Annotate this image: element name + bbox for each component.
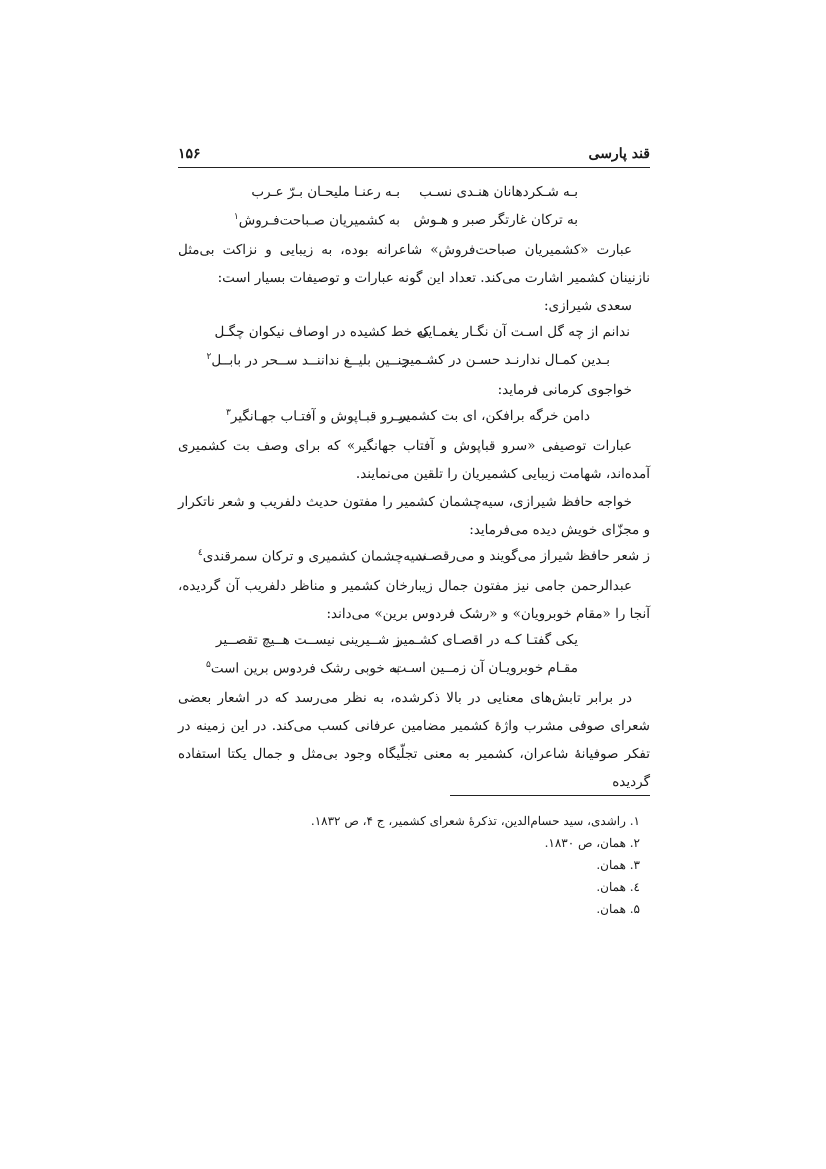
hemistich: یکی گفتـا کـه در اقصـای کشـمیر <box>396 632 578 648</box>
footnotes <box>178 810 650 920</box>
footnote-ref: ۵ <box>205 660 211 670</box>
hemistich: سیه‌چشمان کشمیری و ترکان سمرقندی$^٤$ <box>197 548 426 565</box>
hemistich: مقـام خوبرویـان آن زمــین اسـت <box>393 660 578 676</box>
couplet-1 <box>178 180 650 208</box>
paragraph: عبارت «کشمیریان صباحت‌فروش» شاعرانه بوده، به زیبایی و نزاکت بی‌مثل نازنینان کشمیر اشارت می‌کند. تعداد این گونه عبارات و توصیفات بسیار است: <box>178 242 650 286</box>
footnote: ۱. راشدی، سید حسام‌الدین، تذکرهٔ شعرای کشمیر، ج ۴، ص ۱۸۳۲. <box>310 814 640 828</box>
footnote-ref: ۱ <box>233 212 239 222</box>
couplet-2 <box>178 208 650 236</box>
couplet-3 <box>178 320 650 348</box>
couplet-6 <box>178 544 650 572</box>
hemistich: بـه شـکردهانان هنـدی نسـب <box>419 184 578 200</box>
couplet-7 <box>178 628 650 656</box>
poet-label: خواجوی کرمانی فرماید: <box>497 382 632 398</box>
couplet-4 <box>178 348 650 376</box>
paragraph: عبدالرحمن جامی نیز مفتون جمال زیبارخان کشمیر و مناظر دلفریب آن گردیده، آنجا را «مقام خوبرویان» و «رشک فردوس برین» می‌داند: <box>178 578 650 622</box>
hemistich: چنــین بلیــغ نداننــد ســحر در بابــل$^۲$ <box>206 352 410 369</box>
paragraph: عبارات توصیفی «سرو قباپوش و آفتاب جهانگیر» که برای وصف بت کشمیری آمده‌اند، شهامت زیبایی کشمیریان را تلقین می‌نمایند. <box>178 438 650 482</box>
couplet-8 <box>178 656 650 684</box>
paragraph: در برابر تابش‌های معنایی در بالا ذکرشده، به نظر می‌رسد که در اشعار بعضی شعرای صوفی مشرب واژهٔ کشمیر مضامین عرفانی کسب می‌کند. در این زمینه در تفکر صوفیانهٔ شاعران، کشمیر به معنی تجلّیگاه وجود بی‌مثل و جمال یکتا استفاده گردیده <box>178 690 650 790</box>
hemistich: دامن خرگه برافکن، ای بت کشمیر <box>399 408 590 424</box>
poet-label: سعدی شیرازی: <box>544 298 632 314</box>
body-text <box>178 180 650 796</box>
footnote-ref: ۲ <box>206 352 212 362</box>
page-number: ۱۵۶ <box>178 146 201 162</box>
hemistich: به ترکان غارتگر صبر و هـوش <box>413 212 578 228</box>
hemistich: به کشمیریان صـباحت‌فـروش$^۱$ <box>233 212 400 229</box>
hemistich: که خط کشیده در اوصاف نیکوان چگـل <box>214 324 430 340</box>
hemistich: سـرو قبـاپوش و آفتـاب جهـانگیر$^۳$ <box>226 408 410 425</box>
hemistich: ندانم از چه گل اسـت آن نگـار یغمـایی <box>417 324 630 340</box>
paragraph: خواجه حافظ شیرازی، سیه‌چشمان کشمیر را مفتون حدیث دلفریب و شعر ناتکرار و مجزّای خویش دیده می‌فرماید: <box>178 494 650 538</box>
hemistich: ز شــیرینی نیســت هــیچ تقصــیر <box>215 632 400 648</box>
footnote: ۵. همان. <box>596 902 640 916</box>
footnote-ref: ٤ <box>197 548 203 558</box>
couplet-5 <box>178 404 650 432</box>
hemistich: به خوبی رشک فردوس برین است$^۵$ <box>205 660 400 677</box>
header-rule <box>178 167 650 168</box>
hemistich: بـه رعنـا ملیحـان بـرّ عـرب <box>251 184 400 200</box>
footnote-rule <box>450 795 650 796</box>
hemistich: ز شعر حافظ شیراز می‌گویند و می‌رقصـند <box>416 548 650 564</box>
running-header <box>178 142 650 168</box>
footnote: ۲. همان، ص ۱۸۳۰. <box>544 836 640 850</box>
running-title: قند پارسی <box>588 146 650 162</box>
footnote-ref: ۳ <box>226 408 231 418</box>
footnote: ٤. همان. <box>596 880 640 894</box>
hemistich: بـدین کمـال ندارنـد حسـن در کشـمیر <box>402 352 610 368</box>
footnote: ۳. همان. <box>596 858 640 872</box>
